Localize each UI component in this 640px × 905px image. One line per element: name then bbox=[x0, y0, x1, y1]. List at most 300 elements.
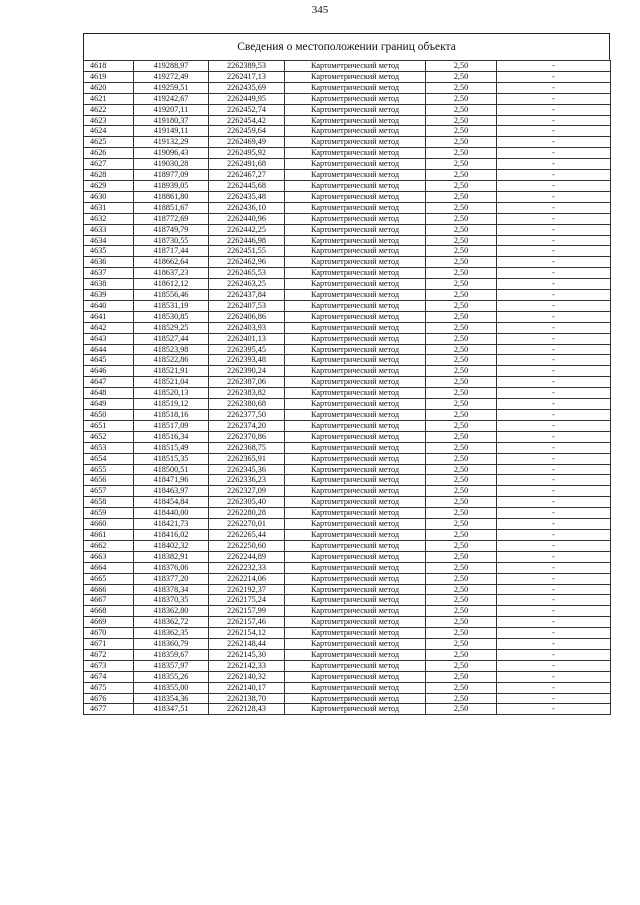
method-cell: Картометрический метод bbox=[285, 311, 426, 322]
point-number-cell: 4651 bbox=[84, 420, 134, 431]
note-cell: - bbox=[497, 639, 611, 650]
point-number-cell: 4663 bbox=[84, 551, 134, 562]
note-cell: - bbox=[497, 529, 611, 540]
method-cell: Картометрический метод bbox=[285, 453, 426, 464]
method-cell: Картометрический метод bbox=[285, 191, 426, 202]
y-coordinate-cell: 2262154,12 bbox=[209, 628, 285, 639]
point-number-cell: 4627 bbox=[84, 159, 134, 170]
accuracy-cell: 2,50 bbox=[426, 464, 497, 475]
accuracy-cell: 2,50 bbox=[426, 290, 497, 301]
method-cell: Картометрический метод bbox=[285, 268, 426, 279]
table-row bbox=[84, 268, 611, 279]
method-cell: Картометрический метод bbox=[285, 529, 426, 540]
accuracy-cell: 2,50 bbox=[426, 115, 497, 126]
table-row bbox=[84, 486, 611, 497]
table-row bbox=[84, 693, 611, 704]
y-coordinate-cell: 2262463,25 bbox=[209, 279, 285, 290]
method-cell: Картометрический метод bbox=[285, 573, 426, 584]
table-row bbox=[84, 377, 611, 388]
point-number-cell: 4640 bbox=[84, 300, 134, 311]
point-number-cell: 4669 bbox=[84, 617, 134, 628]
x-coordinate-cell: 418523,98 bbox=[134, 344, 209, 355]
point-number-cell: 4671 bbox=[84, 639, 134, 650]
accuracy-cell: 2,50 bbox=[426, 475, 497, 486]
point-number-cell: 4648 bbox=[84, 388, 134, 399]
x-coordinate-cell: 418521,91 bbox=[134, 366, 209, 377]
method-cell: Картометрический метод bbox=[285, 682, 426, 693]
note-cell: - bbox=[497, 519, 611, 530]
y-coordinate-cell: 2262214,06 bbox=[209, 573, 285, 584]
y-coordinate-cell: 2262442,25 bbox=[209, 224, 285, 235]
table-row bbox=[84, 442, 611, 453]
table-row bbox=[84, 628, 611, 639]
x-coordinate-cell: 418637,23 bbox=[134, 268, 209, 279]
table-row bbox=[84, 311, 611, 322]
y-coordinate-cell: 2262437,84 bbox=[209, 290, 285, 301]
note-cell: - bbox=[497, 224, 611, 235]
accuracy-cell: 2,50 bbox=[426, 540, 497, 551]
note-cell: - bbox=[497, 595, 611, 606]
y-coordinate-cell: 2262377,50 bbox=[209, 410, 285, 421]
table-row bbox=[84, 660, 611, 671]
y-coordinate-cell: 2262265,44 bbox=[209, 529, 285, 540]
y-coordinate-cell: 2262270,01 bbox=[209, 519, 285, 530]
point-number-cell: 4664 bbox=[84, 562, 134, 573]
accuracy-cell: 2,50 bbox=[426, 497, 497, 508]
coordinates-table bbox=[83, 60, 611, 715]
accuracy-cell: 2,50 bbox=[426, 224, 497, 235]
accuracy-cell: 2,50 bbox=[426, 519, 497, 530]
table-row bbox=[84, 71, 611, 82]
point-number-cell: 4632 bbox=[84, 213, 134, 224]
x-coordinate-cell: 418421,73 bbox=[134, 519, 209, 530]
accuracy-cell: 2,50 bbox=[426, 704, 497, 715]
table-row bbox=[84, 704, 611, 715]
note-cell: - bbox=[497, 420, 611, 431]
note-cell: - bbox=[497, 355, 611, 366]
method-cell: Картометрический метод bbox=[285, 290, 426, 301]
y-coordinate-cell: 2262128,43 bbox=[209, 704, 285, 715]
method-cell: Картометрический метод bbox=[285, 562, 426, 573]
y-coordinate-cell: 2262336,23 bbox=[209, 475, 285, 486]
method-cell: Картометрический метод bbox=[285, 606, 426, 617]
point-number-cell: 4655 bbox=[84, 464, 134, 475]
accuracy-cell: 2,50 bbox=[426, 279, 497, 290]
x-coordinate-cell: 418612,12 bbox=[134, 279, 209, 290]
accuracy-cell: 2,50 bbox=[426, 191, 497, 202]
table-row bbox=[84, 682, 611, 693]
note-cell: - bbox=[497, 322, 611, 333]
accuracy-cell: 2,50 bbox=[426, 639, 497, 650]
y-coordinate-cell: 2262390,24 bbox=[209, 366, 285, 377]
accuracy-cell: 2,50 bbox=[426, 410, 497, 421]
table-row bbox=[84, 355, 611, 366]
table-row bbox=[84, 366, 611, 377]
point-number-cell: 4654 bbox=[84, 453, 134, 464]
point-number-cell: 4626 bbox=[84, 148, 134, 159]
point-number-cell: 4675 bbox=[84, 682, 134, 693]
note-cell: - bbox=[497, 333, 611, 344]
y-coordinate-cell: 2262436,10 bbox=[209, 202, 285, 213]
method-cell: Картометрический метод bbox=[285, 235, 426, 246]
y-coordinate-cell: 2262140,32 bbox=[209, 671, 285, 682]
note-cell: - bbox=[497, 399, 611, 410]
note-cell: - bbox=[497, 257, 611, 268]
accuracy-cell: 2,50 bbox=[426, 180, 497, 191]
method-cell: Картометрический метод bbox=[285, 399, 426, 410]
coordinates-table-body bbox=[84, 61, 611, 715]
table-row bbox=[84, 93, 611, 104]
x-coordinate-cell: 419096,43 bbox=[134, 148, 209, 159]
y-coordinate-cell: 2262401,13 bbox=[209, 333, 285, 344]
note-cell: - bbox=[497, 540, 611, 551]
method-cell: Картометрический метод bbox=[285, 115, 426, 126]
note-cell: - bbox=[497, 115, 611, 126]
note-cell: - bbox=[497, 649, 611, 660]
point-number-cell: 4673 bbox=[84, 660, 134, 671]
table-row bbox=[84, 551, 611, 562]
y-coordinate-cell: 2262148,44 bbox=[209, 639, 285, 650]
note-cell: - bbox=[497, 180, 611, 191]
y-coordinate-cell: 2262459,64 bbox=[209, 126, 285, 137]
method-cell: Картометрический метод bbox=[285, 595, 426, 606]
x-coordinate-cell: 418515,49 bbox=[134, 442, 209, 453]
x-coordinate-cell: 419132,29 bbox=[134, 137, 209, 148]
x-coordinate-cell: 418376,06 bbox=[134, 562, 209, 573]
method-cell: Картометрический метод bbox=[285, 137, 426, 148]
method-cell: Картометрический метод bbox=[285, 170, 426, 181]
method-cell: Картометрический метод bbox=[285, 355, 426, 366]
table-row bbox=[84, 584, 611, 595]
point-number-cell: 4621 bbox=[84, 93, 134, 104]
point-number-cell: 4645 bbox=[84, 355, 134, 366]
accuracy-cell: 2,50 bbox=[426, 82, 497, 93]
x-coordinate-cell: 418355,00 bbox=[134, 682, 209, 693]
note-cell: - bbox=[497, 246, 611, 257]
table-row bbox=[84, 137, 611, 148]
table-row bbox=[84, 300, 611, 311]
point-number-cell: 4625 bbox=[84, 137, 134, 148]
x-coordinate-cell: 418977,09 bbox=[134, 170, 209, 181]
y-coordinate-cell: 2262469,49 bbox=[209, 137, 285, 148]
note-cell: - bbox=[497, 61, 611, 72]
point-number-cell: 4670 bbox=[84, 628, 134, 639]
point-number-cell: 4647 bbox=[84, 377, 134, 388]
y-coordinate-cell: 2262387,06 bbox=[209, 377, 285, 388]
x-coordinate-cell: 418370,35 bbox=[134, 595, 209, 606]
point-number-cell: 4631 bbox=[84, 202, 134, 213]
table-row bbox=[84, 410, 611, 421]
method-cell: Картометрический метод bbox=[285, 213, 426, 224]
table-row bbox=[84, 82, 611, 93]
note-cell: - bbox=[497, 290, 611, 301]
table-row bbox=[84, 617, 611, 628]
note-cell: - bbox=[497, 551, 611, 562]
y-coordinate-cell: 2262407,53 bbox=[209, 300, 285, 311]
table-row bbox=[84, 257, 611, 268]
accuracy-cell: 2,50 bbox=[426, 453, 497, 464]
note-cell: - bbox=[497, 486, 611, 497]
x-coordinate-cell: 418382,91 bbox=[134, 551, 209, 562]
point-number-cell: 4628 bbox=[84, 170, 134, 181]
y-coordinate-cell: 2262440,96 bbox=[209, 213, 285, 224]
y-coordinate-cell: 2262417,13 bbox=[209, 71, 285, 82]
method-cell: Картометрический метод bbox=[285, 224, 426, 235]
accuracy-cell: 2,50 bbox=[426, 366, 497, 377]
method-cell: Картометрический метод bbox=[285, 464, 426, 475]
note-cell: - bbox=[497, 617, 611, 628]
method-cell: Картометрический метод bbox=[285, 148, 426, 159]
table-row bbox=[84, 213, 611, 224]
method-cell: Картометрический метод bbox=[285, 628, 426, 639]
table-row bbox=[84, 475, 611, 486]
x-coordinate-cell: 418717,44 bbox=[134, 246, 209, 257]
note-cell: - bbox=[497, 464, 611, 475]
point-number-cell: 4634 bbox=[84, 235, 134, 246]
accuracy-cell: 2,50 bbox=[426, 213, 497, 224]
note-cell: - bbox=[497, 573, 611, 584]
table-row bbox=[84, 671, 611, 682]
table-row bbox=[84, 115, 611, 126]
x-coordinate-cell: 418359,67 bbox=[134, 649, 209, 660]
accuracy-cell: 2,50 bbox=[426, 508, 497, 519]
method-cell: Картометрический метод bbox=[285, 279, 426, 290]
x-coordinate-cell: 418851,67 bbox=[134, 202, 209, 213]
accuracy-cell: 2,50 bbox=[426, 137, 497, 148]
y-coordinate-cell: 2262250,60 bbox=[209, 540, 285, 551]
accuracy-cell: 2,50 bbox=[426, 235, 497, 246]
x-coordinate-cell: 419180,37 bbox=[134, 115, 209, 126]
y-coordinate-cell: 2262365,91 bbox=[209, 453, 285, 464]
method-cell: Картометрический метод bbox=[285, 410, 426, 421]
note-cell: - bbox=[497, 671, 611, 682]
note-cell: - bbox=[497, 71, 611, 82]
x-coordinate-cell: 418520,13 bbox=[134, 388, 209, 399]
point-number-cell: 4629 bbox=[84, 180, 134, 191]
x-coordinate-cell: 419030,28 bbox=[134, 159, 209, 170]
y-coordinate-cell: 2262370,86 bbox=[209, 431, 285, 442]
table-row bbox=[84, 61, 611, 72]
table-row bbox=[84, 519, 611, 530]
note-cell: - bbox=[497, 431, 611, 442]
method-cell: Картометрический метод bbox=[285, 202, 426, 213]
point-number-cell: 4633 bbox=[84, 224, 134, 235]
note-cell: - bbox=[497, 148, 611, 159]
note-cell: - bbox=[497, 628, 611, 639]
x-coordinate-cell: 418516,34 bbox=[134, 431, 209, 442]
method-cell: Картометрический метод bbox=[285, 126, 426, 137]
point-number-cell: 4666 bbox=[84, 584, 134, 595]
y-coordinate-cell: 2262192,37 bbox=[209, 584, 285, 595]
point-number-cell: 4653 bbox=[84, 442, 134, 453]
table-row bbox=[84, 235, 611, 246]
accuracy-cell: 2,50 bbox=[426, 344, 497, 355]
point-number-cell: 4660 bbox=[84, 519, 134, 530]
point-number-cell: 4656 bbox=[84, 475, 134, 486]
accuracy-cell: 2,50 bbox=[426, 660, 497, 671]
point-number-cell: 4639 bbox=[84, 290, 134, 301]
table-row bbox=[84, 246, 611, 257]
x-coordinate-cell: 418527,44 bbox=[134, 333, 209, 344]
x-coordinate-cell: 418357,97 bbox=[134, 660, 209, 671]
table-row bbox=[84, 508, 611, 519]
accuracy-cell: 2,50 bbox=[426, 693, 497, 704]
y-coordinate-cell: 2262403,93 bbox=[209, 322, 285, 333]
point-number-cell: 4644 bbox=[84, 344, 134, 355]
point-number-cell: 4650 bbox=[84, 410, 134, 421]
table-row bbox=[84, 180, 611, 191]
method-cell: Картометрический метод bbox=[285, 704, 426, 715]
method-cell: Картометрический метод bbox=[285, 93, 426, 104]
table-row bbox=[84, 290, 611, 301]
accuracy-cell: 2,50 bbox=[426, 257, 497, 268]
table-row bbox=[84, 453, 611, 464]
y-coordinate-cell: 2262280,28 bbox=[209, 508, 285, 519]
note-cell: - bbox=[497, 584, 611, 595]
note-cell: - bbox=[497, 344, 611, 355]
point-number-cell: 4676 bbox=[84, 693, 134, 704]
note-cell: - bbox=[497, 508, 611, 519]
point-number-cell: 4672 bbox=[84, 649, 134, 660]
x-coordinate-cell: 418362,80 bbox=[134, 606, 209, 617]
point-number-cell: 4620 bbox=[84, 82, 134, 93]
accuracy-cell: 2,50 bbox=[426, 355, 497, 366]
table-row bbox=[84, 529, 611, 540]
table-row bbox=[84, 202, 611, 213]
note-cell: - bbox=[497, 453, 611, 464]
point-number-cell: 4618 bbox=[84, 61, 134, 72]
note-cell: - bbox=[497, 660, 611, 671]
x-coordinate-cell: 418463,97 bbox=[134, 486, 209, 497]
accuracy-cell: 2,50 bbox=[426, 606, 497, 617]
x-coordinate-cell: 419242,67 bbox=[134, 93, 209, 104]
point-number-cell: 4659 bbox=[84, 508, 134, 519]
accuracy-cell: 2,50 bbox=[426, 170, 497, 181]
y-coordinate-cell: 2262467,27 bbox=[209, 170, 285, 181]
accuracy-cell: 2,50 bbox=[426, 551, 497, 562]
y-coordinate-cell: 2262491,68 bbox=[209, 159, 285, 170]
table-row bbox=[84, 224, 611, 235]
note-cell: - bbox=[497, 170, 611, 181]
x-coordinate-cell: 418378,34 bbox=[134, 584, 209, 595]
note-cell: - bbox=[497, 268, 611, 279]
accuracy-cell: 2,50 bbox=[426, 529, 497, 540]
y-coordinate-cell: 2262175,24 bbox=[209, 595, 285, 606]
method-cell: Картометрический метод bbox=[285, 71, 426, 82]
x-coordinate-cell: 419149,11 bbox=[134, 126, 209, 137]
accuracy-cell: 2,50 bbox=[426, 671, 497, 682]
x-coordinate-cell: 418402,32 bbox=[134, 540, 209, 551]
x-coordinate-cell: 418355,26 bbox=[134, 671, 209, 682]
x-coordinate-cell: 418772,69 bbox=[134, 213, 209, 224]
method-cell: Картометрический метод bbox=[285, 617, 426, 628]
y-coordinate-cell: 2262232,33 bbox=[209, 562, 285, 573]
x-coordinate-cell: 418500,51 bbox=[134, 464, 209, 475]
note-cell: - bbox=[497, 562, 611, 573]
table-row bbox=[84, 649, 611, 660]
x-coordinate-cell: 418377,20 bbox=[134, 573, 209, 584]
y-coordinate-cell: 2262452,74 bbox=[209, 104, 285, 115]
x-coordinate-cell: 418519,12 bbox=[134, 399, 209, 410]
note-cell: - bbox=[497, 82, 611, 93]
accuracy-cell: 2,50 bbox=[426, 595, 497, 606]
accuracy-cell: 2,50 bbox=[426, 159, 497, 170]
accuracy-cell: 2,50 bbox=[426, 377, 497, 388]
x-coordinate-cell: 418515,35 bbox=[134, 453, 209, 464]
method-cell: Картометрический метод bbox=[285, 671, 426, 682]
accuracy-cell: 2,50 bbox=[426, 246, 497, 257]
accuracy-cell: 2,50 bbox=[426, 61, 497, 72]
x-coordinate-cell: 418861,80 bbox=[134, 191, 209, 202]
accuracy-cell: 2,50 bbox=[426, 268, 497, 279]
x-coordinate-cell: 418662,64 bbox=[134, 257, 209, 268]
method-cell: Картометрический метод bbox=[285, 431, 426, 442]
method-cell: Картометрический метод bbox=[285, 519, 426, 530]
note-cell: - bbox=[497, 126, 611, 137]
point-number-cell: 4677 bbox=[84, 704, 134, 715]
accuracy-cell: 2,50 bbox=[426, 311, 497, 322]
table-row bbox=[84, 159, 611, 170]
accuracy-cell: 2,50 bbox=[426, 573, 497, 584]
x-coordinate-cell: 418749,79 bbox=[134, 224, 209, 235]
point-number-cell: 4623 bbox=[84, 115, 134, 126]
y-coordinate-cell: 2262435,48 bbox=[209, 191, 285, 202]
x-coordinate-cell: 418522,86 bbox=[134, 355, 209, 366]
y-coordinate-cell: 2262389,53 bbox=[209, 61, 285, 72]
y-coordinate-cell: 2262327,09 bbox=[209, 486, 285, 497]
accuracy-cell: 2,50 bbox=[426, 649, 497, 660]
y-coordinate-cell: 2262435,69 bbox=[209, 82, 285, 93]
table-row bbox=[84, 573, 611, 584]
method-cell: Картометрический метод bbox=[285, 486, 426, 497]
point-number-cell: 4624 bbox=[84, 126, 134, 137]
x-coordinate-cell: 418530,85 bbox=[134, 311, 209, 322]
method-cell: Картометрический метод bbox=[285, 649, 426, 660]
method-cell: Картометрический метод bbox=[285, 551, 426, 562]
note-cell: - bbox=[497, 442, 611, 453]
note-cell: - bbox=[497, 137, 611, 148]
note-cell: - bbox=[497, 93, 611, 104]
x-coordinate-cell: 418517,09 bbox=[134, 420, 209, 431]
point-number-cell: 4667 bbox=[84, 595, 134, 606]
x-coordinate-cell: 419288,97 bbox=[134, 61, 209, 72]
table-row bbox=[84, 595, 611, 606]
note-cell: - bbox=[497, 682, 611, 693]
accuracy-cell: 2,50 bbox=[426, 431, 497, 442]
y-coordinate-cell: 2262140,17 bbox=[209, 682, 285, 693]
note-cell: - bbox=[497, 704, 611, 715]
table-row bbox=[84, 639, 611, 650]
accuracy-cell: 2,50 bbox=[426, 93, 497, 104]
note-cell: - bbox=[497, 410, 611, 421]
y-coordinate-cell: 2262345,36 bbox=[209, 464, 285, 475]
method-cell: Картометрический метод bbox=[285, 540, 426, 551]
accuracy-cell: 2,50 bbox=[426, 388, 497, 399]
point-number-cell: 4638 bbox=[84, 279, 134, 290]
x-coordinate-cell: 419207,11 bbox=[134, 104, 209, 115]
method-cell: Картометрический метод bbox=[285, 159, 426, 170]
method-cell: Картометрический метод bbox=[285, 639, 426, 650]
y-coordinate-cell: 2262145,30 bbox=[209, 649, 285, 660]
point-number-cell: 4637 bbox=[84, 268, 134, 279]
y-coordinate-cell: 2262465,53 bbox=[209, 268, 285, 279]
accuracy-cell: 2,50 bbox=[426, 322, 497, 333]
accuracy-cell: 2,50 bbox=[426, 104, 497, 115]
method-cell: Картометрический метод bbox=[285, 322, 426, 333]
method-cell: Картометрический метод bbox=[285, 344, 426, 355]
coordinates-sheet bbox=[83, 33, 610, 715]
y-coordinate-cell: 2262449,95 bbox=[209, 93, 285, 104]
